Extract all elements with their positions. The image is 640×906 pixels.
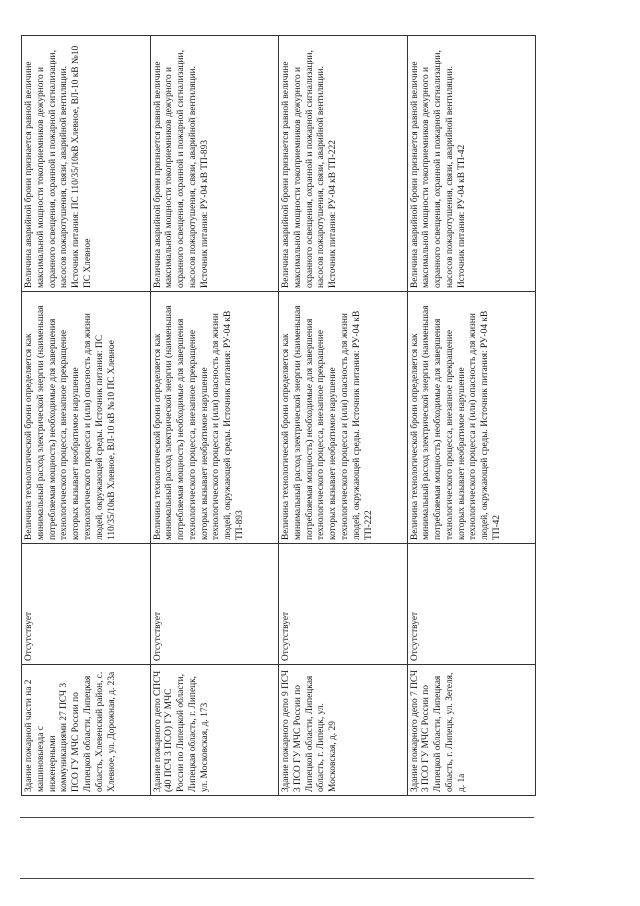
table-row <box>22 36 151 796</box>
table-row <box>407 36 536 796</box>
object-cell: Здание пожарного депо 9 ПСЧ 3 ПСО ГУ МЧС России по Липецкой области, Липецкая область, г. Липецк, ул. Московская, д. 29 <box>279 665 408 796</box>
emergency-armor-cell: Величина аварийной брони признается равной величине максимальной мощности токоприемников дежурного и охранного освещения, охранной и пожарной сигнализации, насосов пожаротушения, связи, аварийной вентиляции. Источник питания: ПС 110/35/10кВ Хлевное, ВЛ-10 кВ №10 ПС Хлевное <box>22 36 151 292</box>
rotated-table-wrapper <box>21 36 536 796</box>
tech-armor-cell: Величина технологической брони определяется как минимальный расход электрической энергии (наименьшая потребляемая мощность) необходимые для завершения технологического процесса, внезапное прекращение которых вызывает необратимое нарушение технологического процесса и (или) опасность для жизни людей, окружающей среды. Источник питания: РУ-04 кВ ТП-42 <box>407 292 536 544</box>
emergency-armor-cell: Величина аварийной брони признается равной величине максимальной мощности токоприемников дежурного и охранного освещения, охранной и пожарной сигнализации, насосов пожаротушения, связи, аварийной вентиляции. Источник питания: РУ-04 кВ ТП-42 <box>407 36 536 292</box>
object-cell: Здание пожарного депо СПСЧ (40 ПСЧ 3 ПСО) ГУ МЧС России по Липецкой области, Липецкая область, г. Липецк, ул. Московская, д. 173 <box>150 665 279 796</box>
horizontal-rule-upper <box>20 817 534 818</box>
tech-armor-cell: Величина технологической брони определяется как минимальный расход электрической энергии (наименьшая потребляемая мощность) необходимые для завершения технологического процесса, внезапное прекращение которых вызывает необратимое нарушение технологического процесса и (или) опасность для жизни людей, окружающей среды. Источник питания: ПС 110/35/10кВ Хлевное, ВЛ-10 кВ №10 ПС Хлевное <box>22 292 151 544</box>
tech-reserve-cell: Отсутствует <box>407 544 536 665</box>
emergency-armor-cell: Величина аварийной брони признается равной величине максимальной мощности токоприемников дежурного и охранного освещения, охранной и пожарной сигнализации, насосов пожаротушения, связи, аварийной вентиляции. Источник питания: РУ-04 кВ ТП-893 <box>150 36 279 292</box>
power-armor-table <box>21 35 536 796</box>
tech-reserve-cell: Отсутствует <box>22 544 151 665</box>
tech-armor-cell: Величина технологической брони определяется как минимальный расход электрической энергии (наименьшая потребляемая мощность) необходимые для завершения технологического процесса, внезапное прекращение которых вызывает необратимое нарушение технологического процесса и (или) опасность для жизни людей, окружающей среды. Источник питания: РУ-04 кВ ТП-222 <box>279 292 408 544</box>
table-row <box>279 36 408 796</box>
horizontal-rule-lower <box>20 878 534 879</box>
table-row <box>150 36 279 796</box>
tech-reserve-cell: Отсутствует <box>279 544 408 665</box>
object-cell: Здание пожарного депо 7 ПСЧ 3 ПСО ГУ МЧС России по Липецкой области, Липецкая область, г. Липецк, ул. Зегеля, д. 1а <box>407 665 536 796</box>
emergency-armor-cell: Величина аварийной брони признается равной величине максимальной мощности токоприемников дежурного и охранного освещения, охранной и пожарной сигнализации, насосов пожаротушения, связи, аварийной вентиляции. Источник питания: РУ-04 кВ ТП-222 <box>279 36 408 292</box>
tech-armor-cell: Величина технологической брони определяется как минимальный расход электрической энергии (наименьшая потребляемая мощность) необходимые для завершения технологического процесса, внезапное прекращение которых вызывает необратимое нарушение технологического процесса и (или) опасность для жизни людей, окружающей среды. Источник питания: РУ-04 кВ ТП-893 <box>150 292 279 544</box>
object-cell: Здание пожарной части на 2 машиновыезда с инженерными коммуникациями 27 ПСЧ 3 ПСО ГУ МЧС России по Липецкой области, Липецкая область, Хлевенский район, с. Хлевное, ул. Дорожная, д. 23а <box>22 665 151 796</box>
tech-reserve-cell: Отсутствует <box>150 544 279 665</box>
